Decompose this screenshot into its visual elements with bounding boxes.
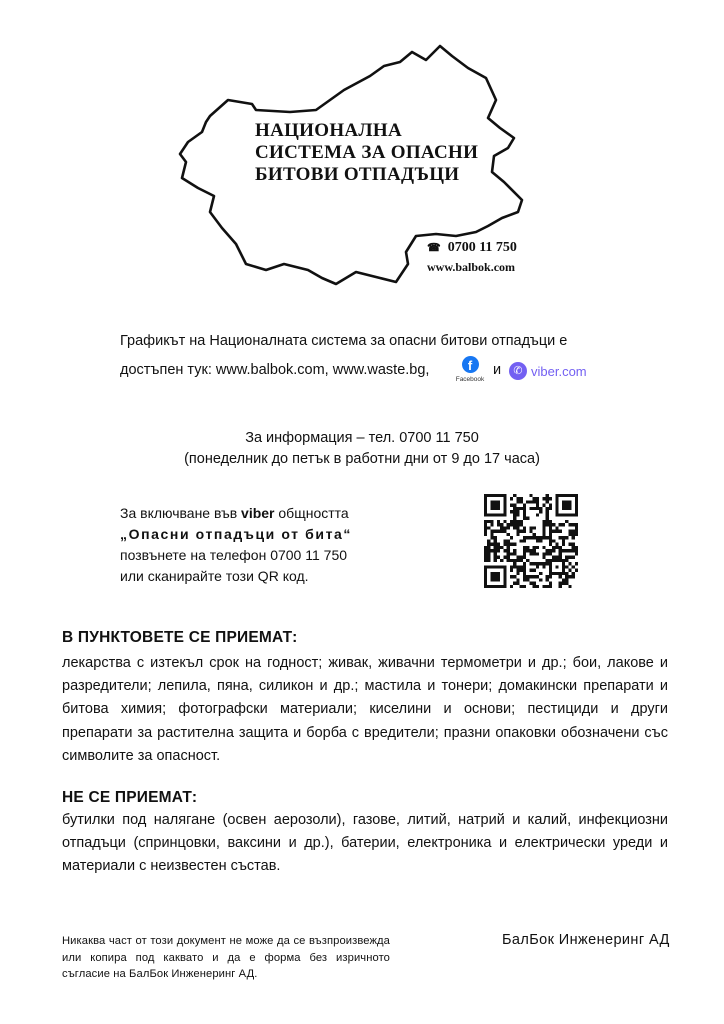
info-hours-line: (понеделник до петък в работни дни от 9 до 17 часа) — [184, 451, 540, 467]
accepted-heading: В ПУНКТОВЕТЕ СЕ ПРИЕМАТ: — [62, 629, 298, 646]
header-phone-number: 0700 11 750 — [447, 240, 517, 255]
accepted-list: лекарства с изтекъл срок на годност; живак, живачни термометри и др.; бои, лакове и разредители; лепила, пяна, силикон и др.; мастила и тонери; домакински препарати и битова химия; фотографски материали; киселини и основи; пестициди и други препарати за растителна защита и борба с вредители; празни опаковки обозначени със символите за опасност. — [62, 655, 668, 764]
qr-code-icon[interactable] — [484, 494, 578, 588]
viber-link[interactable] — [509, 362, 587, 380]
copyright-notice: Никаква част от този документ не може да се възпроизвежда или копира под каквато и да е форма без изричното съгласие на БалБок Инженеринг АД. — [62, 935, 390, 980]
not-accepted-heading: НЕ СЕ ПРИЕМАТ: — [62, 789, 198, 806]
header-map-block — [170, 38, 554, 288]
facebook-label: Facebook — [455, 376, 485, 383]
viber-community-suffix: общността — [274, 505, 349, 521]
system-title-line: НАЦИОНАЛНА — [255, 120, 402, 141]
schedule-line-1: Графикът на Националната система за опасни битови отпадъци е — [120, 333, 568, 349]
viber-community-prefix: За включване във — [120, 505, 242, 521]
viber-community-name: „Опасни отпадъци от бита“ — [120, 526, 353, 542]
viber-community-line-1 — [120, 505, 349, 521]
schedule-line-2[interactable]: достъпен тук: www.balbok.com, www.waste.bg, — [120, 362, 430, 378]
system-title — [255, 120, 515, 186]
system-title-line: БИТОВИ ОТПАДЪЦИ — [255, 164, 460, 185]
header-website[interactable]: www.balbok.com — [427, 260, 516, 274]
company-name: БалБок Инженеринг АД — [502, 932, 670, 948]
system-title-line: СИСТЕМА ЗА ОПАСНИ — [255, 142, 479, 163]
facebook-icon: f — [462, 356, 479, 373]
phone-icon: ☎ — [427, 242, 441, 254]
and-word: и — [493, 362, 502, 378]
info-phone-line: За информация – тел. 0700 11 750 — [245, 430, 479, 446]
viber-icon: ✆ — [509, 362, 527, 380]
not-accepted-list: бутилки под налягане (освен аерозоли), газове, литий, натрий и калий, инфекциозни отпадъци (спринцовки, ваксини и др.), батерии, електроника и електрически уреди и материали с неизвестен състав. — [62, 812, 668, 875]
viber-community-line-3: позвънете на телефон 0700 11 750 — [120, 547, 348, 563]
viber-community-bold: viber — [241, 505, 275, 521]
viber-label: viber.com — [531, 363, 587, 379]
facebook-link[interactable] — [452, 356, 488, 392]
viber-community-line-4: или сканирайте този QR код. — [120, 568, 309, 584]
header-phone — [427, 240, 517, 256]
